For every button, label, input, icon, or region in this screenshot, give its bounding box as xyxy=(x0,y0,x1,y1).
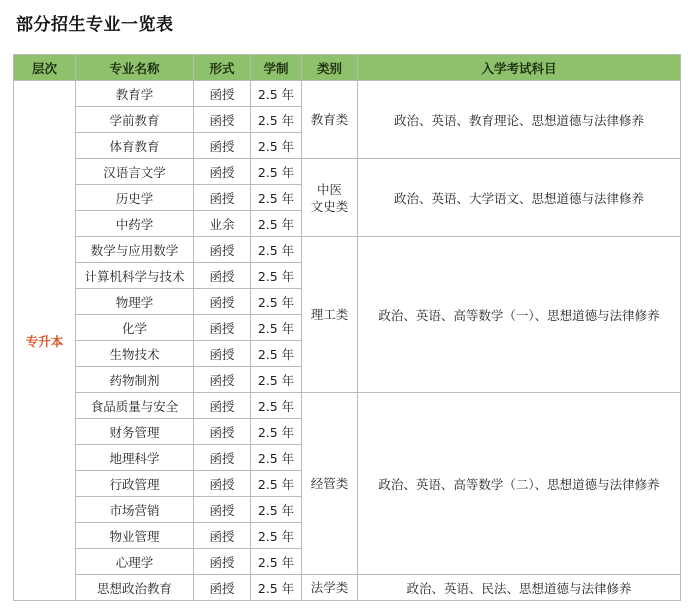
page-title: 部分招生专业一览表 xyxy=(16,15,174,35)
category-cell: 教育类 xyxy=(302,81,358,159)
major-cell: 教育学 xyxy=(76,81,194,107)
header-level: 层次 xyxy=(14,55,76,81)
form-cell: 函授 xyxy=(194,393,251,419)
duration-cell: 2.5 年 xyxy=(251,315,302,341)
level-cell: 专升本 xyxy=(14,81,76,601)
category-cell: 法学类 xyxy=(302,575,358,601)
header-form: 形式 xyxy=(194,55,251,81)
major-cell: 地理科学 xyxy=(76,445,194,471)
duration-cell: 2.5 年 xyxy=(251,159,302,185)
major-cell: 计算机科学与技术 xyxy=(76,263,194,289)
duration-cell: 2.5 年 xyxy=(251,445,302,471)
form-cell: 函授 xyxy=(194,575,251,601)
form-cell: 函授 xyxy=(194,81,251,107)
major-cell: 生物技术 xyxy=(76,341,194,367)
form-cell: 函授 xyxy=(194,237,251,263)
major-table xyxy=(13,54,681,601)
duration-cell: 2.5 年 xyxy=(251,237,302,263)
major-cell: 财务管理 xyxy=(76,419,194,445)
form-cell: 函授 xyxy=(194,263,251,289)
subjects-cell: 政治、英语、大学语文、思想道德与法律修养 xyxy=(358,159,681,237)
table-row xyxy=(14,159,681,185)
duration-cell: 2.5 年 xyxy=(251,393,302,419)
major-cell: 化学 xyxy=(76,315,194,341)
duration-cell: 2.5 年 xyxy=(251,81,302,107)
duration-cell: 2.5 年 xyxy=(251,419,302,445)
duration-cell: 2.5 年 xyxy=(251,263,302,289)
major-cell: 行政管理 xyxy=(76,471,194,497)
major-cell: 食品质量与安全 xyxy=(76,393,194,419)
duration-cell: 2.5 年 xyxy=(251,133,302,159)
duration-cell: 2.5 年 xyxy=(251,497,302,523)
major-cell: 体育教育 xyxy=(76,133,194,159)
form-cell: 函授 xyxy=(194,341,251,367)
header-subjects: 入学考试科目 xyxy=(358,55,681,81)
subjects-cell: 政治、英语、教育理论、思想道德与法律修养 xyxy=(358,81,681,159)
form-cell: 函授 xyxy=(194,133,251,159)
duration-cell: 2.5 年 xyxy=(251,289,302,315)
table-body xyxy=(14,81,681,601)
category-cell: 经管类 xyxy=(302,393,358,575)
subjects-cell: 政治、英语、高等数学（二）、思想道德与法律修养 xyxy=(358,393,681,575)
header-category: 类别 xyxy=(302,55,358,81)
form-cell: 函授 xyxy=(194,367,251,393)
major-cell: 市场营销 xyxy=(76,497,194,523)
duration-cell: 2.5 年 xyxy=(251,185,302,211)
form-cell: 函授 xyxy=(194,497,251,523)
form-cell: 函授 xyxy=(194,159,251,185)
header-major: 专业名称 xyxy=(76,55,194,81)
duration-cell: 2.5 年 xyxy=(251,549,302,575)
table-row xyxy=(14,81,681,107)
major-cell: 汉语言文学 xyxy=(76,159,194,185)
duration-cell: 2.5 年 xyxy=(251,523,302,549)
form-cell: 函授 xyxy=(194,549,251,575)
form-cell: 函授 xyxy=(194,315,251,341)
major-cell: 药物制剂 xyxy=(76,367,194,393)
form-cell: 函授 xyxy=(194,289,251,315)
table-header xyxy=(14,55,681,81)
duration-cell: 2.5 年 xyxy=(251,341,302,367)
duration-cell: 2.5 年 xyxy=(251,211,302,237)
form-cell: 函授 xyxy=(194,419,251,445)
duration-cell: 2.5 年 xyxy=(251,367,302,393)
duration-cell: 2.5 年 xyxy=(251,575,302,601)
major-cell: 物业管理 xyxy=(76,523,194,549)
table-row xyxy=(14,237,681,263)
category-cell: 中医 文史类 xyxy=(302,159,358,237)
category-cell: 理工类 xyxy=(302,237,358,393)
form-cell: 函授 xyxy=(194,523,251,549)
duration-cell: 2.5 年 xyxy=(251,107,302,133)
major-cell: 数学与应用数学 xyxy=(76,237,194,263)
major-cell: 物理学 xyxy=(76,289,194,315)
major-cell: 学前教育 xyxy=(76,107,194,133)
major-cell: 历史学 xyxy=(76,185,194,211)
form-cell: 函授 xyxy=(194,107,251,133)
form-cell: 业余 xyxy=(194,211,251,237)
form-cell: 函授 xyxy=(194,445,251,471)
major-cell: 中药学 xyxy=(76,211,194,237)
form-cell: 函授 xyxy=(194,185,251,211)
form-cell: 函授 xyxy=(194,471,251,497)
header-row xyxy=(14,55,681,81)
duration-cell: 2.5 年 xyxy=(251,471,302,497)
subjects-cell: 政治、英语、高等数学（一）、思想道德与法律修养 xyxy=(358,237,681,393)
header-duration: 学制 xyxy=(251,55,302,81)
major-cell: 思想政治教育 xyxy=(76,575,194,601)
major-cell: 心理学 xyxy=(76,549,194,575)
table-row xyxy=(14,393,681,419)
table-row xyxy=(14,575,681,601)
subjects-cell: 政治、英语、民法、思想道德与法律修养 xyxy=(358,575,681,601)
